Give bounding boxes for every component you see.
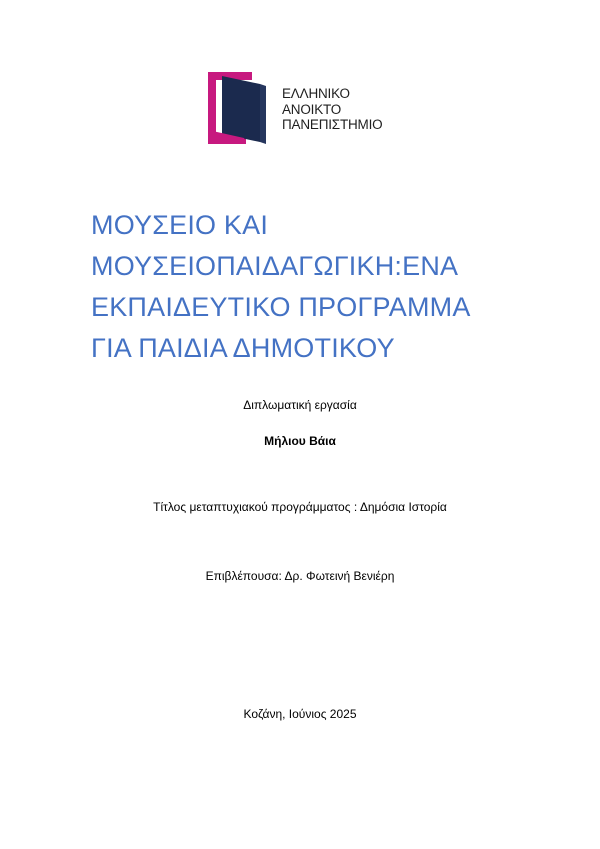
university-name-line-2: ΑΝΟΙΚΤΟ	[282, 101, 342, 117]
thesis-title	[91, 205, 561, 369]
thesis-title-line-4: ΓΙΑ ΠΑΙΔΙΑ ΔΗΜΟΤΙΚΟΥ	[91, 333, 395, 363]
university-name-line-3: ΠΑΝΕΠΙΣΤΗΜΙΟ	[282, 117, 383, 132]
university-logo	[208, 72, 398, 144]
book-emblem-icon	[208, 72, 274, 144]
thesis-title-line-2: ΜΟΥΣΕΙΟΠΑΙΔΑΓΩΓΙΚΗ:ΕΝΑ	[91, 251, 459, 281]
supervisor: Επιβλέπουσα: Δρ. Φωτεινή Βενιέρη	[205, 569, 395, 583]
author-name: Μήλιου Βάια	[264, 434, 336, 448]
document-type: Διπλωματική εργασία	[243, 398, 357, 412]
program-title: Τίτλος μεταπτυχιακού προγράμματος : Δημόσια Ιστορία	[153, 500, 447, 514]
university-name	[282, 86, 382, 133]
thesis-title-line-3: ΕΚΠΑΙΔΕΥΤΙΚΟ ΠΡΟΓΡΑΜΜΑ	[91, 292, 471, 322]
place-and-date: Κοζάνη, Ιούνιος 2025	[243, 707, 357, 721]
university-name-line-1: ΕΛΛΗΝΙΚΟ	[282, 86, 350, 101]
thesis-title-line-1: ΜΟΥΣΕΙΟ ΚΑΙ	[91, 210, 269, 240]
